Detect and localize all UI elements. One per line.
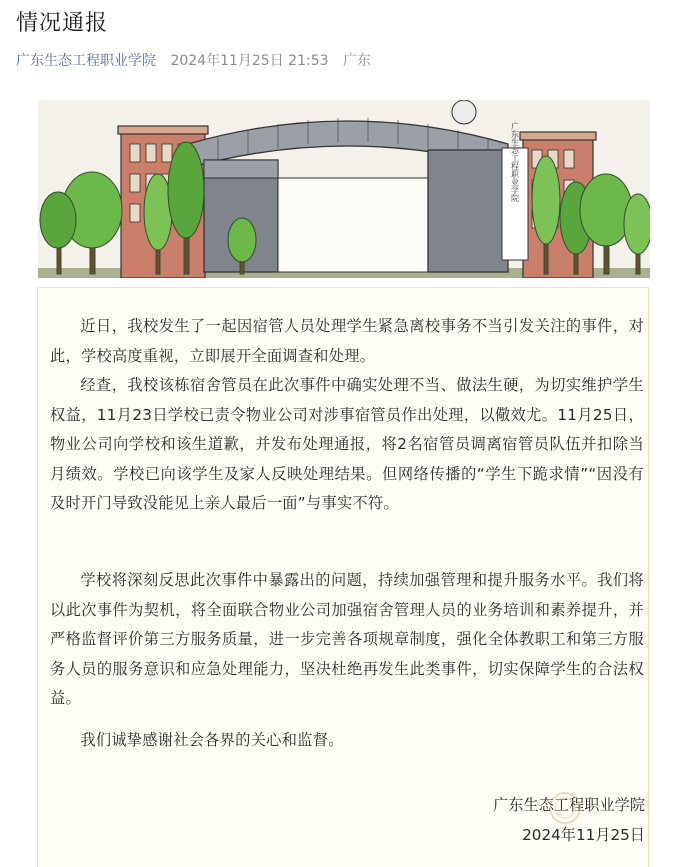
publish-location: 广东 — [342, 53, 371, 69]
paragraph-2: 经查，我校该栋宿舍管员在此次事件中确实处理不当、做法生硬，为切实维护学生权益，11月23日学校已责令物业公司对涉事宿管员作出处理，以儆效尤。11月25日，物业公司向学校和该生道歉，并发布处理通报，将2名宿管员调离宿管员队伍并扣除当月绩效。学校已向该学生及家人反映处理结果。但网络传播的“学生下跪求情”“因没有及时开门导致没能见上亲人最后一面”与事实不符。 — [50, 376, 644, 512]
campus-gate-illustration — [38, 100, 650, 278]
publish-date: 2024年11月25日 21:53 — [170, 53, 329, 69]
article-meta — [16, 50, 381, 70]
school-name-sign — [510, 121, 520, 203]
signature-date: 2024年11月25日 — [522, 826, 645, 844]
account-name-link[interactable]: 广东生态工程职业学院 — [16, 53, 156, 69]
svg-text:广东生态工程职业学院: 广东生态工程职业学院 — [510, 122, 520, 202]
signature-institution: 广东生态工程职业学院 — [493, 796, 645, 814]
paragraph-1: 近日，我校发生了一起因宿管人员处理学生紧急离校事务不当引发关注的事件，对此，学校高度重视，立即展开全面调查和处理。 — [50, 317, 644, 365]
paragraph-3: 学校将深刻反思此次事件中暴露出的问题，持续加强管理和提升服务水平。我们将以此次事件为契机，将全面联合物业公司加强宿舍管理人员的业务培训和素养提升，并严格监督评价第三方服务质量，进一步完善各项规章制度，强化全体教职工和第三方服务人员的服务意识和应急处理能力，坚决杜绝再发生此类事件，切实保障学生的合法权益。 — [50, 571, 644, 707]
seal-watermark-icon — [548, 791, 582, 825]
article-title: 情况通报 — [16, 11, 109, 36]
paragraph-4: 我们诚挚感谢社会各界的关心和监督。 — [80, 731, 344, 749]
